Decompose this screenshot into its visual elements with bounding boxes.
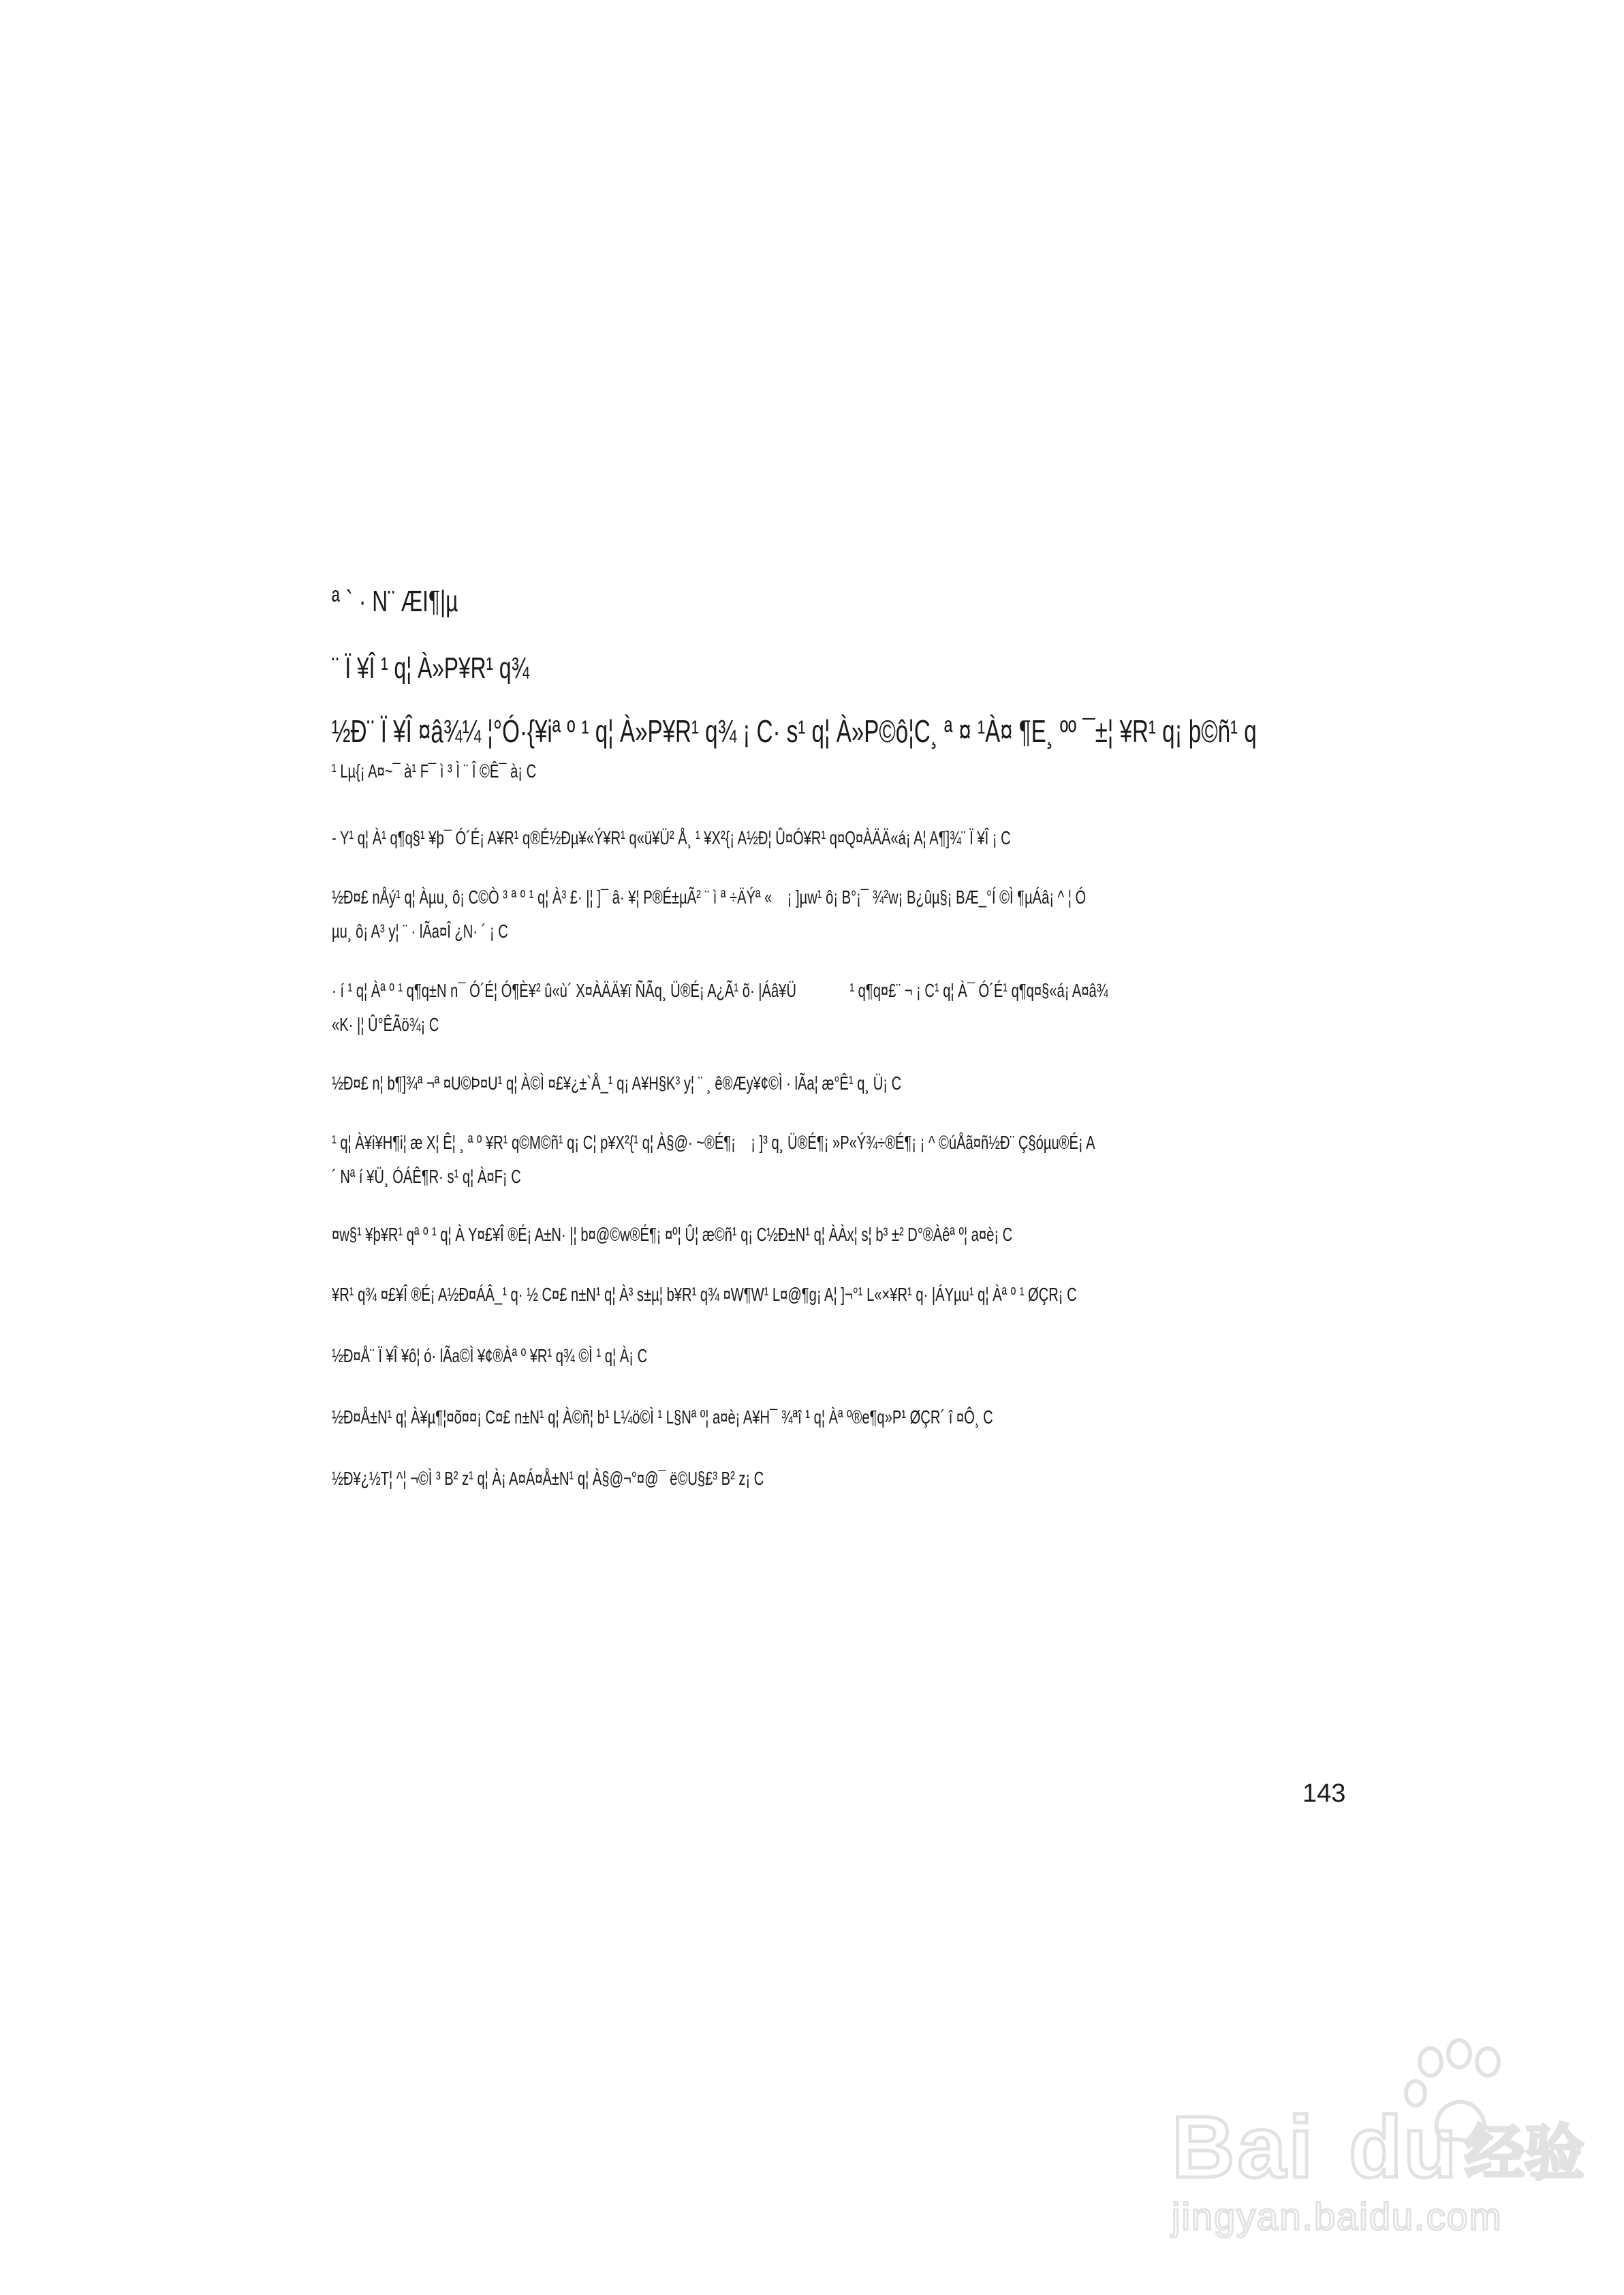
paragraph: ½Ð¥¿½T¦ ^¦ ¬©Ì ³ B² z¹ q¦ À¡ A¤Á¤Å±N¹ q¦ À§@¬°¤@¯ ë©U§£³ B² z¡ C	[332, 1468, 764, 1489]
section-subtitle: ¨ Ï ¥Î ¹ q¦ À»P¥R¹ q¾	[332, 651, 529, 685]
paragraph: ½Ð¤Å±N¹ q¦ À¥µ¶¦¤õ¤¤¡ C¤£ n±N¹ q¦ À©ñ¦ b¹ L¼ö©Ì ¹ L§Nª º¦ a¤è¡ A¥H¯ ¾ªî ¹ q¦ Àª º®e¶q»P¹ ØÇR´ î ¤Ô¸ C	[332, 1406, 993, 1428]
svg-text:Bai: Bai	[1172, 2099, 1316, 2196]
paragraph: ¥R¹ q¾ ¤£¥Î ®É¡ A½Ð¤ÁÂ_¹ q· ½ C¤£ n±N¹ q¦ À³ s±µ¦ b¥R¹ q¾ ¤W¶W¹ L¤@¶g¡ A¦ ]¬°¹ L«×¥R¹ q· |ÁYµu¹ q¦ Àª º ¹ ØÇR¡ C	[332, 1284, 1077, 1305]
baidu-jingyan-watermark	[1144, 2031, 1608, 2249]
section-intro-line: ½Ð¨ Ï ¥Î ¤â¾¼ ¦°Ó·{¥iª º ¹ q¦ À»P¥R¹ q¾ ¡ C· s¹ q¦ À»P©ô¦C¸ ª ¤ ¹À¤ ¶E¸ ºº ¯±¦ ¥R¹ q¡ þ©ñ¹ q	[332, 713, 1257, 749]
svg-text:经验: 经验	[1465, 2118, 1585, 2188]
paragraph: ¤w§¹ ¥þ¥R¹ qª º ¹ q¦ À Y¤£¥Î ®É¡ A±N· |¦ b¤@©w®É¶¡ ¤º¦ Û¦ æ©ñ¹ q¡ C½Ð±N¹ q¦ ÀÀx¦ s¦ b³ ±² D°®Àêª º¦ a¤è¡ C	[332, 1224, 1013, 1245]
section-title: ª ` · N¨ ÆI¶|µ	[332, 585, 458, 618]
paragraph: ¹ q¦ À¥i¥H¶i¦ æ X¦ Ê¦ ¸ ª º ¥R¹ q©M©ñ¹ q¡ C¦ p¥X²{¹ q¦ À§@· ~®É¶¡ ¡ ]³ q¸ Ü®É¶¡ »P«Ý¾÷®É¶¡ ¡ ^ ©úÅã¤ñ½Ð¨ Ç§óµu®É¡ A ´ Nª í ¥Ü¸ ÓÁÊ¶R· s¹ q¦ À¤F¡ C	[332, 1132, 1095, 1187]
paragraph: ½Ð¤£ n¦ b¶]¾ª ¬ª ¤U©Þ¤U¹ q¦ À©Ì ¤£¥¿±`Å_¹ q¡ A¥H§K³ y¦ ¨ ¸ ê®Æy¥¢©Ì · lÃa¦ æ°Ê¹ q¸ Ü¡ C	[332, 1073, 902, 1094]
page-number: 143	[1302, 1779, 1346, 1808]
paragraph: ½Ð¤Å¨ Ï ¥Î ¥ô¦ ó· lÃa©Ì ¥¢®Àª º ¥R¹ q¾ ©Ì ¹ q¦ À¡ C	[332, 1345, 648, 1366]
paragraph: · í ¹ q¦ Àª º ¹ q¶q±N n¯ Ó´É¦ Ó¶È¥² û«ù´ X¤ÀÄÄ¥ï ÑÃq¸ Ü®É¡ A¿Ã¹ õ· |Áâ¥Ü ¹ q¶q¤£¨ ¬ ¡ C¹ q¦ À¯ Ó´É¹ q¶q¤§«á¡ A¤â¾ «K· |¦ Û°ÊÃö¾¡ C	[332, 980, 1108, 1035]
svg-text:jingyan.baidu.com: jingyan.baidu.com	[1172, 2195, 1503, 2238]
paragraph: - Y¹ q¦ À¹ q¶q§¹ ¥þ¯ Ó´É¡ A¥R¹ q®É½Ðµ¥«Ý¥R¹ q«ü¥Ü² Å¸ ¹ ¥X²{¡ A½Ð¦ Û¤Ó¥R¹ q¤Q¤ÀÄÄ«á¡ A¦ A¶]¾¨ Ï ¥Î ¡ C	[332, 827, 1011, 848]
paragraph: ½Ð¤£ nÅý¹ q¦ Àµu¸ ô¡ C©Ò ³ ª º ¹ q¦ À³ £· |¦ ]¯ â· ¥¦ P®É±µÃ² ¨ ì ª ÷ÄÝª « ¡ ]µw¹ ô¡ B°¡¯ ¾²w¡ B¿ûµ§¡ BÆ_°Í ©Ì ¶µÁâ¡ ^ ¦ Ó µu¸ ô¡ A³ y¦ ¨ · lÃa¤Î ¿N· ´ ¡ C	[332, 887, 1087, 942]
svg-text:du: du	[1349, 2099, 1458, 2196]
paragraph: ¹ Lµ{¡ A¤~¯ à¹ F¯ ì ³ Ì ¨ Î ©Ê¯ à¡ C	[332, 760, 537, 782]
